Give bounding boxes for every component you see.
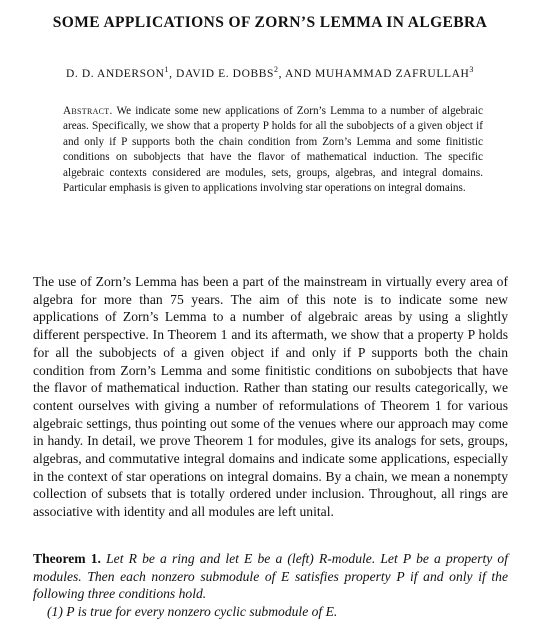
affiliation-mark: 2 xyxy=(274,65,279,74)
paper-title: SOME APPLICATIONS OF ZORN’S LEMMA IN ALGEBRA xyxy=(52,14,488,31)
theorem-condition-1: (1) P is true for every nonzero cyclic submodule of E. xyxy=(47,604,338,619)
theorem-statement: Let R be a ring and let E be a (left) R-module. Let P be a property of modules. Then each nonzero submodule of E satisfies property P if and only if the following three conditions hold. xyxy=(33,551,509,602)
author-name: DAVID E. DOBBS xyxy=(176,68,275,80)
theorem-label: Theorem 1. xyxy=(33,551,101,566)
author-line xyxy=(0,65,540,80)
abstract-label: Abstract. xyxy=(63,105,113,117)
author-name: MUHAMMAD ZAFRULLAH xyxy=(315,68,470,80)
author-separator: , xyxy=(169,68,177,80)
intro-paragraph: The use of Zorn’s Lemma has been a part of the mainstream in virtually every area of algebra for more than 75 years. The aim of this note is to indicate some new applications of Zorn’s Lemma to a number of algebraic areas by using a slightly different perspective. In Theorem 1 and its aftermath, we show that a property P holds for all the subobjects of a given object if and only if P supports both the chain condition from Zorn’s Lemma and some finitistic conditions on subobjects that have the flavor of mathematical induction. Rather than stating our results categorically, we content ourselves with giving a number of reformulations of Theorem 1 for various algebraic settings, thus pointing out some of the venues where our approach may come in handy. In detail, we prove Theorem 1 for modules, give its analogs for sets, groups, algebras, and commutative integral domains and indicate some applications, especially in the context of star operations on integral domains. By a chain, we mean a nonempty collection of subsets that is totally ordered under inclusion. Throughout, all rings are associative with identity and all modules are left unital. xyxy=(33,274,508,520)
abstract-block xyxy=(63,104,483,196)
author-name: D. D. ANDERSON xyxy=(65,68,165,80)
author-separator: , AND xyxy=(278,68,316,80)
theorem-block xyxy=(33,550,508,603)
affiliation-mark: 1 xyxy=(164,65,170,74)
affiliation-mark: 3 xyxy=(469,65,474,74)
abstract-text: We indicate some new applications of Zorn’s Lemma to a number of algebraic areas. Specifically, we show that a property P holds for all the subobjects of a given object if and only if P supports both the chain condition from Zorn’s Lemma and some finitistic conditions on subobjects that have the flavor of mathematical induction. The specific algebraic contexts considered are modules, sets, groups, algebras, and integral domains. Particular emphasis is given to applications involving star operations on integral domains. xyxy=(63,105,483,195)
